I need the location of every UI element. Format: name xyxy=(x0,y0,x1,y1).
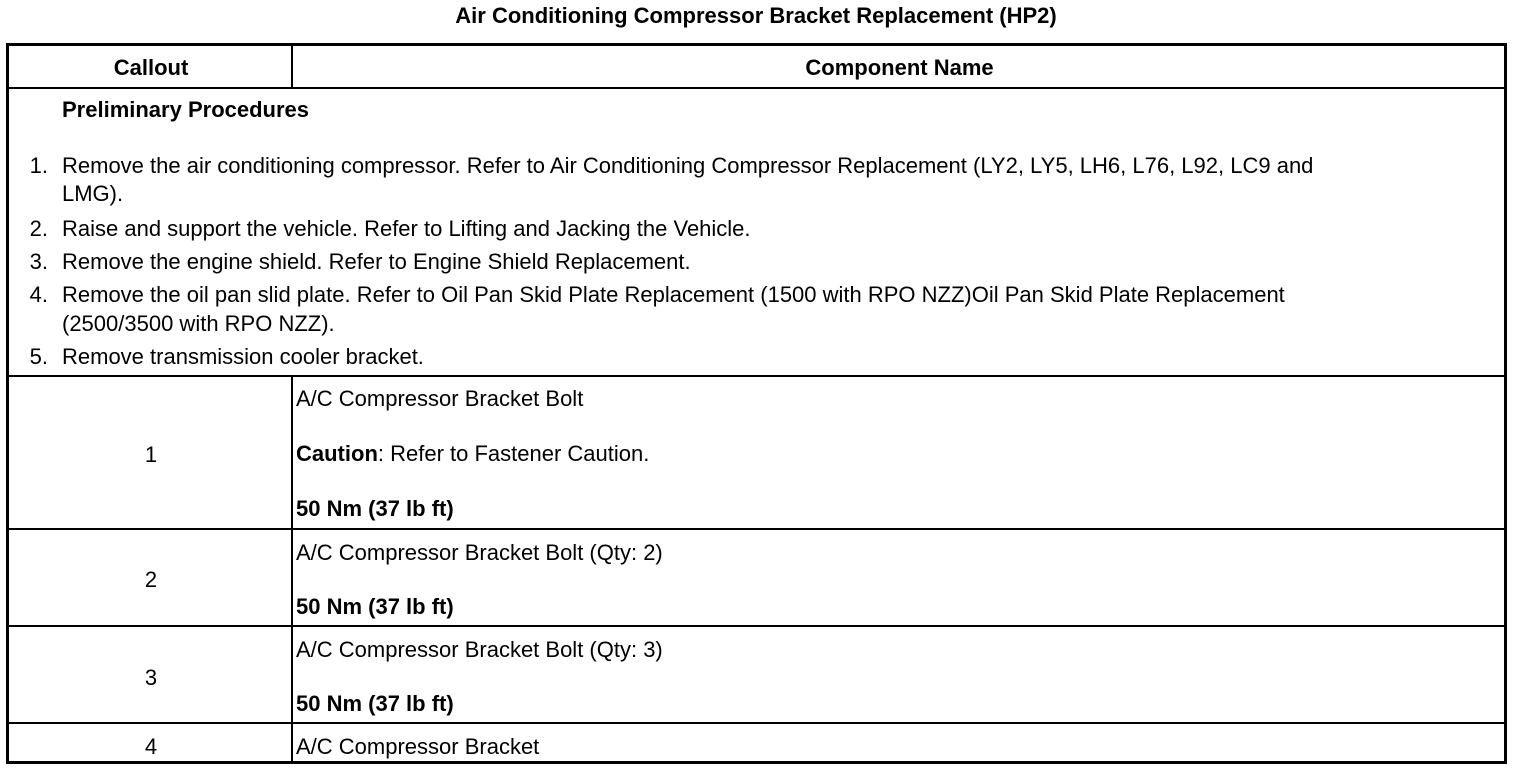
step-text: Remove the air conditioning compressor. Refer to Air Conditioning Compressor Replacement (LY2, LY5, LH6, L76, L92, LC9 and xyxy=(62,153,1314,178)
step-number: 5. xyxy=(29,344,48,369)
step-text-continued: LMG). xyxy=(62,181,124,206)
header-callout: Callout xyxy=(113,55,189,80)
page-title: Air Conditioning Compressor Bracket Replacement (HP2) xyxy=(455,3,1057,28)
step-number: 4. xyxy=(29,282,48,307)
row-divider xyxy=(9,625,1504,627)
caution-note xyxy=(296,441,649,467)
caution-label: Caution xyxy=(296,441,378,466)
step-text: Remove the engine shield. Refer to Engine Shield Replacement. xyxy=(62,249,691,274)
header-component-name: Component Name xyxy=(805,55,994,80)
step-number: 2. xyxy=(29,216,48,241)
row-divider xyxy=(9,722,1504,724)
component-name: A/C Compressor Bracket xyxy=(296,734,540,759)
step-text: Raise and support the vehicle. Refer to Lifting and Jacking the Vehicle. xyxy=(62,216,751,241)
torque-spec: 50 Nm (37 lb ft) xyxy=(296,691,454,716)
callout-table xyxy=(6,43,1507,764)
step-text-continued: (2500/3500 with RPO NZZ). xyxy=(62,311,335,336)
step-text: Remove the oil pan slid plate. Refer to Oil Pan Skid Plate Replacement (1500 with RPO NZZ)Oil Pan Skid Plate Replacement xyxy=(62,282,1285,307)
torque-spec: 50 Nm (37 lb ft) xyxy=(296,496,454,521)
row-divider xyxy=(9,375,1504,377)
callout-number: 3 xyxy=(144,665,158,690)
step-number: 3. xyxy=(29,249,48,274)
component-name: A/C Compressor Bracket Bolt xyxy=(296,386,584,411)
row-divider xyxy=(9,528,1504,530)
callout-number: 1 xyxy=(144,442,158,467)
caution-text: : Refer to Fastener Caution. xyxy=(377,441,650,466)
component-name: A/C Compressor Bracket Bolt (Qty: 3) xyxy=(296,637,663,662)
column-divider xyxy=(291,375,293,764)
component-name: A/C Compressor Bracket Bolt (Qty: 2) xyxy=(296,540,663,565)
callout-number: 2 xyxy=(144,567,158,592)
column-divider xyxy=(291,46,293,88)
row-divider xyxy=(9,87,1504,89)
torque-spec: 50 Nm (37 lb ft) xyxy=(296,594,454,619)
preliminary-heading: Preliminary Procedures xyxy=(62,97,310,122)
step-text: Remove transmission cooler bracket. xyxy=(62,344,424,369)
callout-number: 4 xyxy=(144,734,158,759)
step-number: 1. xyxy=(29,153,48,178)
